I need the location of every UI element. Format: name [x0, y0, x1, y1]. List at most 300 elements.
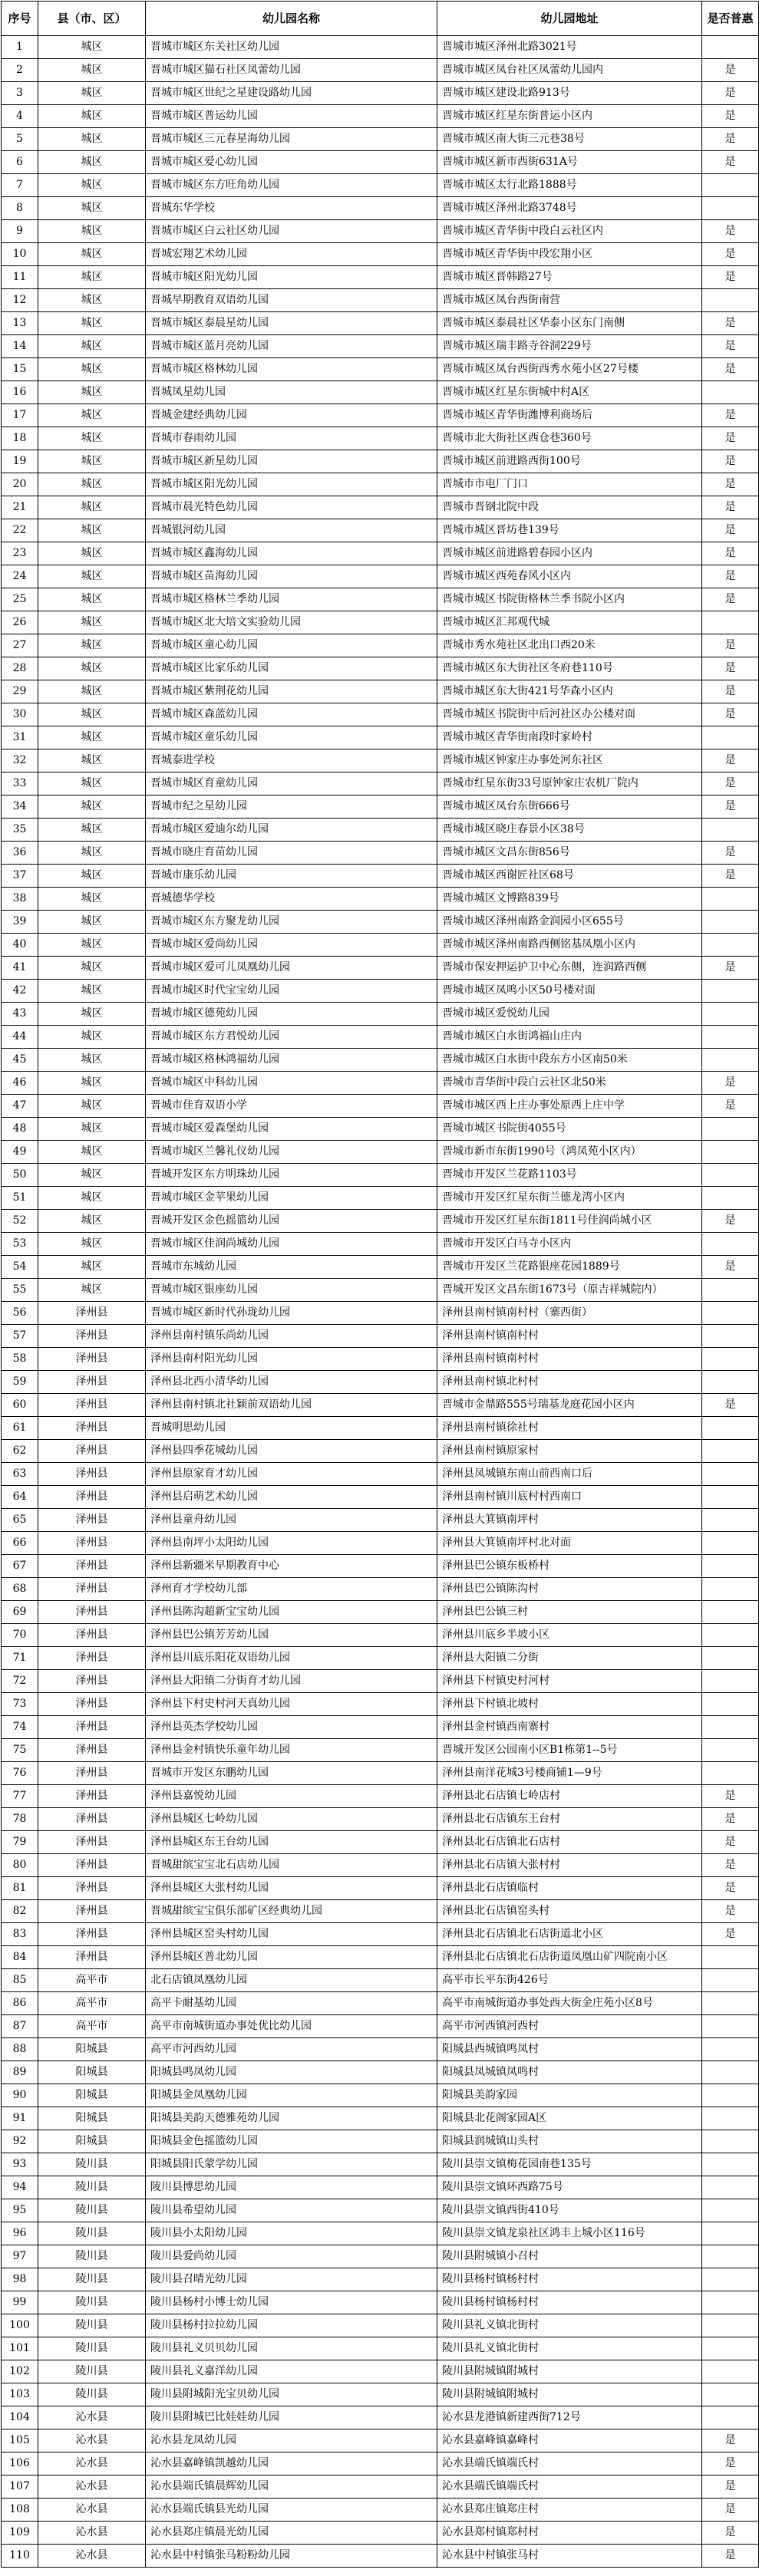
row-kindergarten-name: 泽州县城区七岭幼儿园 [146, 1808, 437, 1831]
row-inclusive-flag [702, 2107, 759, 2130]
row-kindergarten-name: 晋城市城区蓝月亮幼儿园 [146, 335, 437, 358]
row-county: 陵川县 [38, 2314, 146, 2337]
row-kindergarten-name: 沁水县端氏镇晨辉幼儿园 [146, 2476, 437, 2499]
row-inclusive-flag [702, 2291, 759, 2314]
row-number: 59 [2, 1371, 38, 1394]
row-number: 6 [2, 151, 38, 174]
table-row [2, 496, 759, 519]
row-kindergarten-name: 晋城市城区普运幼儿园 [146, 105, 437, 128]
row-address: 晋城市市电厂门口 [437, 473, 702, 496]
table-row [2, 128, 759, 151]
row-number: 48 [2, 1118, 38, 1141]
row-inclusive-flag [702, 2084, 759, 2107]
row-inclusive-flag [702, 1026, 759, 1049]
table-row [2, 1026, 759, 1049]
row-address: 沁水县龙港镇新建西街712号 [437, 2406, 702, 2429]
row-county: 城区 [38, 59, 146, 82]
row-address: 晋城市城区晋坊巷139号 [437, 519, 702, 542]
row-number: 28 [2, 657, 38, 680]
row-county: 泽州县 [38, 1578, 146, 1601]
row-inclusive-flag: 是 [702, 542, 759, 565]
row-county: 泽州县 [38, 1509, 146, 1532]
row-address: 泽州县北石店镇窑头村 [437, 1900, 702, 1923]
row-address: 泽州县南村镇南村村 [437, 1348, 702, 1371]
row-county: 泽州县 [38, 1325, 146, 1348]
row-kindergarten-name: 晋城德华学校 [146, 888, 437, 911]
row-inclusive-flag: 是 [702, 796, 759, 819]
row-kindergarten-name: 晋城市春雨幼儿园 [146, 427, 437, 450]
row-address: 陵川县崇文镇梅花园南巷135号 [437, 2153, 702, 2176]
row-number: 70 [2, 1624, 38, 1647]
row-number: 54 [2, 1256, 38, 1279]
row-kindergarten-name: 泽州县四季花城幼儿园 [146, 1440, 437, 1463]
table-row [2, 726, 759, 749]
row-address: 晋城市城区东大街社区冬府巷110号 [437, 657, 702, 680]
row-kindergarten-name: 晋城市城区白云社区幼儿园 [146, 220, 437, 243]
row-county: 泽州县 [38, 1624, 146, 1647]
row-inclusive-flag: 是 [702, 151, 759, 174]
row-number: 89 [2, 2061, 38, 2084]
row-inclusive-flag [702, 1716, 759, 1739]
row-kindergarten-name: 沁水县端氏镇县光幼儿园 [146, 2499, 437, 2522]
row-kindergarten-name: 晋城市城区童乐幼儿园 [146, 726, 437, 749]
row-number: 91 [2, 2107, 38, 2130]
row-kindergarten-name: 晋城市城区爱心幼儿园 [146, 151, 437, 174]
row-number: 15 [2, 358, 38, 381]
row-kindergarten-name: 晋城市城区格林幼儿园 [146, 358, 437, 381]
row-kindergarten-name: 陵川县附城阳光宝贝幼儿园 [146, 2383, 437, 2406]
row-address: 沁水县郑庄镇郑庄村 [437, 2499, 702, 2522]
kindergarten-table [1, 1, 759, 2568]
table-row [2, 2291, 759, 2314]
row-number: 41 [2, 957, 38, 980]
row-inclusive-flag [702, 2337, 759, 2360]
row-address: 泽州县下村镇史村河村 [437, 1670, 702, 1693]
row-inclusive-flag [702, 2222, 759, 2245]
table-row [2, 1095, 759, 1118]
row-county: 沁水县 [38, 2499, 146, 2522]
row-county: 城区 [38, 82, 146, 105]
row-county: 城区 [38, 1256, 146, 1279]
row-county: 阳城县 [38, 2084, 146, 2107]
row-kindergarten-name: 泽州县城区大张村幼儿园 [146, 1877, 437, 1900]
table-row [2, 2429, 759, 2452]
row-address: 阳城县凤城镇凤鸣村 [437, 2061, 702, 2084]
row-county: 城区 [38, 36, 146, 59]
row-kindergarten-name: 阳城县金色摇篮幼儿园 [146, 2130, 437, 2153]
row-inclusive-flag: 是 [702, 1785, 759, 1808]
table-row [2, 1348, 759, 1371]
table-row [2, 1555, 759, 1578]
row-inclusive-flag [702, 1509, 759, 1532]
row-number: 10 [2, 243, 38, 266]
header-inclusive: 是否普惠 [702, 2, 759, 36]
row-address: 阳城县润城镇山头村 [437, 2130, 702, 2153]
row-kindergarten-name: 泽州县童舟幼儿园 [146, 1509, 437, 1532]
row-kindergarten-name: 泽州县下村史村河天真幼儿园 [146, 1693, 437, 1716]
table-row [2, 819, 759, 842]
table-row [2, 381, 759, 404]
row-inclusive-flag [702, 1417, 759, 1440]
row-county: 城区 [38, 1210, 146, 1233]
row-inclusive-flag [702, 611, 759, 634]
row-kindergarten-name: 陵川县礼义贝贝幼儿园 [146, 2337, 437, 2360]
row-number: 19 [2, 450, 38, 473]
table-row [2, 2176, 759, 2199]
row-kindergarten-name: 北石店镇凤凰幼儿园 [146, 1969, 437, 1992]
row-inclusive-flag: 是 [702, 2522, 759, 2545]
row-kindergarten-name: 泽州县城区窑头村幼儿园 [146, 1923, 437, 1946]
row-inclusive-flag [702, 1969, 759, 1992]
row-address: 晋城市城区书院街4055号 [437, 1118, 702, 1141]
row-address: 晋城市城区新市西街631A号 [437, 151, 702, 174]
row-county: 泽州县 [38, 1532, 146, 1555]
row-address: 泽州县下村镇北坡村 [437, 1693, 702, 1716]
row-number: 79 [2, 1831, 38, 1854]
row-address: 晋城市新市东街1990号（鸿凤苑小区内） [437, 1141, 702, 1164]
row-county: 城区 [38, 404, 146, 427]
row-kindergarten-name: 晋城明思幼儿园 [146, 1417, 437, 1440]
row-number: 72 [2, 1670, 38, 1693]
row-inclusive-flag [702, 1164, 759, 1187]
row-county: 城区 [38, 358, 146, 381]
row-inclusive-flag: 是 [702, 335, 759, 358]
row-kindergarten-name: 晋城甜缤宝宝北石店幼儿园 [146, 1854, 437, 1877]
row-kindergarten-name: 晋城市城区世纪之星建设路幼儿园 [146, 82, 437, 105]
row-number: 31 [2, 726, 38, 749]
row-county: 泽州县 [38, 1693, 146, 1716]
row-inclusive-flag: 是 [702, 473, 759, 496]
row-number: 17 [2, 404, 38, 427]
table-row [2, 450, 759, 473]
row-address: 晋城市城区书院街中后河社区办公楼对面 [437, 703, 702, 726]
table-row [2, 1440, 759, 1463]
row-county: 陵川县 [38, 2176, 146, 2199]
row-county: 城区 [38, 266, 146, 289]
row-county: 城区 [38, 473, 146, 496]
table-row [2, 1946, 759, 1969]
table-row [2, 404, 759, 427]
row-address: 晋城市晋钢北院中段 [437, 496, 702, 519]
row-county: 沁水县 [38, 2429, 146, 2452]
row-address: 晋城市秀水苑社区北出口西20米 [437, 634, 702, 657]
row-number: 61 [2, 1417, 38, 1440]
row-address: 泽州县大箕镇南坪村北对面 [437, 1532, 702, 1555]
row-address: 晋城市城区红星东街普运小区内 [437, 105, 702, 128]
row-address: 高平市长平东街426号 [437, 1969, 702, 1992]
row-number: 9 [2, 220, 38, 243]
row-inclusive-flag [702, 1762, 759, 1785]
row-kindergarten-name: 泽州育才学校幼儿部 [146, 1578, 437, 1601]
row-county: 城区 [38, 243, 146, 266]
row-inclusive-flag [702, 1486, 759, 1509]
table-row [2, 2107, 759, 2130]
row-county: 泽州县 [38, 1555, 146, 1578]
row-kindergarten-name: 晋城市城区阳光幼儿园 [146, 266, 437, 289]
table-row [2, 1141, 759, 1164]
row-county: 城区 [38, 703, 146, 726]
row-address: 晋城市开发区红星东街1811号佳润尚城小区 [437, 1210, 702, 1233]
row-county: 陵川县 [38, 2222, 146, 2245]
row-kindergarten-name: 沁水县嘉峰镇凯越幼儿园 [146, 2452, 437, 2476]
row-kindergarten-name: 沁水县龙凤幼儿园 [146, 2429, 437, 2452]
row-address: 沁水县端氏镇端氏村 [437, 2452, 702, 2476]
row-number: 62 [2, 1440, 38, 1463]
table-row [2, 197, 759, 220]
row-inclusive-flag [702, 1463, 759, 1486]
row-county: 陵川县 [38, 2199, 146, 2222]
table-row [2, 473, 759, 496]
table-row [2, 151, 759, 174]
row-number: 7 [2, 174, 38, 197]
row-inclusive-flag: 是 [702, 957, 759, 980]
row-kindergarten-name: 晋城市城区紫荆花幼儿园 [146, 680, 437, 703]
row-county: 陵川县 [38, 2291, 146, 2314]
table-row [2, 1210, 759, 1233]
row-number: 96 [2, 2222, 38, 2245]
row-county: 泽州县 [38, 1394, 146, 1417]
table-row [2, 1371, 759, 1394]
row-number: 22 [2, 519, 38, 542]
row-address: 晋城市城区书院街格林兰季书院小区内 [437, 588, 702, 611]
row-number: 80 [2, 1854, 38, 1877]
row-kindergarten-name: 晋城市城区中科幼儿园 [146, 1072, 437, 1095]
row-inclusive-flag: 是 [702, 634, 759, 657]
row-county: 城区 [38, 312, 146, 335]
row-county: 城区 [38, 1095, 146, 1118]
row-county: 泽州县 [38, 1302, 146, 1325]
row-number: 16 [2, 381, 38, 404]
row-address: 晋城市城区泽州南路西侧铭基凤凰小区内 [437, 934, 702, 957]
row-inclusive-flag: 是 [702, 842, 759, 865]
row-kindergarten-name: 泽州县陈沟超新宝宝幼儿园 [146, 1601, 437, 1624]
row-kindergarten-name: 高平市河西幼儿园 [146, 2038, 437, 2061]
row-kindergarten-name: 晋城市城区爱迪尔幼儿园 [146, 819, 437, 842]
row-county: 城区 [38, 220, 146, 243]
row-address: 晋城开发区公园南小区B1栋第1--5号 [437, 1739, 702, 1762]
header-no: 序号 [2, 2, 38, 36]
row-kindergarten-name: 泽州县川底乐阳花双语幼儿园 [146, 1647, 437, 1670]
row-inclusive-flag: 是 [702, 1210, 759, 1233]
row-address: 陵川县附城镇附城村 [437, 2383, 702, 2406]
table-row [2, 680, 759, 703]
row-inclusive-flag: 是 [702, 865, 759, 888]
table-row [2, 289, 759, 312]
row-county: 城区 [38, 1072, 146, 1095]
table-row [2, 2383, 759, 2406]
row-county: 城区 [38, 1233, 146, 1256]
row-kindergarten-name: 晋城宏翔艺术幼儿园 [146, 243, 437, 266]
row-county: 泽州县 [38, 1785, 146, 1808]
table-row [2, 2268, 759, 2291]
row-kindergarten-name: 晋城市城区格林兰季幼儿园 [146, 588, 437, 611]
row-county: 泽州县 [38, 1716, 146, 1739]
row-county: 泽州县 [38, 1831, 146, 1854]
row-inclusive-flag [702, 1279, 759, 1302]
row-county: 城区 [38, 796, 146, 819]
row-inclusive-flag: 是 [702, 772, 759, 796]
row-inclusive-flag: 是 [702, 519, 759, 542]
row-address: 晋城市开发区兰花路银座花园1889号 [437, 1256, 702, 1279]
row-number: 68 [2, 1578, 38, 1601]
row-kindergarten-name: 晋城市城区东方聚龙幼儿园 [146, 911, 437, 934]
table-row [2, 1785, 759, 1808]
table-row [2, 1532, 759, 1555]
row-county: 陵川县 [38, 2245, 146, 2268]
table-row [2, 1992, 759, 2015]
row-county: 沁水县 [38, 2452, 146, 2476]
row-number: 51 [2, 1187, 38, 1210]
row-number: 20 [2, 473, 38, 496]
row-county: 阳城县 [38, 2038, 146, 2061]
row-kindergarten-name: 晋城市城区育童幼儿园 [146, 772, 437, 796]
row-inclusive-flag: 是 [702, 2476, 759, 2499]
row-inclusive-flag [702, 2199, 759, 2222]
row-address: 泽州县金村镇西南寨村 [437, 1716, 702, 1739]
row-county: 高平市 [38, 1992, 146, 2015]
row-inclusive-flag [702, 197, 759, 220]
row-kindergarten-name: 陵川县博思幼儿园 [146, 2176, 437, 2199]
row-county: 泽州县 [38, 1877, 146, 1900]
row-number: 88 [2, 2038, 38, 2061]
row-county: 泽州县 [38, 1371, 146, 1394]
row-county: 泽州县 [38, 1486, 146, 1509]
table-body [2, 36, 759, 2568]
table-row [2, 1325, 759, 1348]
row-number: 8 [2, 197, 38, 220]
row-kindergarten-name: 晋城市晓庄育苗幼儿园 [146, 842, 437, 865]
table-row [2, 1693, 759, 1716]
row-county: 泽州县 [38, 1670, 146, 1693]
row-number: 77 [2, 1785, 38, 1808]
header-county: 县（市、区） [38, 2, 146, 36]
table-row [2, 2199, 759, 2222]
row-kindergarten-name: 晋城早期教育双语幼儿园 [146, 289, 437, 312]
row-inclusive-flag [702, 2130, 759, 2153]
table-row [2, 1279, 759, 1302]
row-inclusive-flag [702, 1049, 759, 1072]
row-kindergarten-name: 晋城金建经典幼儿园 [146, 404, 437, 427]
row-number: 84 [2, 1946, 38, 1969]
row-address: 泽州县北石店镇东王台村 [437, 1808, 702, 1831]
row-address: 陵川县杨村镇杨村村 [437, 2291, 702, 2314]
row-inclusive-flag: 是 [702, 1877, 759, 1900]
table-row [2, 2222, 759, 2245]
row-inclusive-flag: 是 [702, 680, 759, 703]
row-kindergarten-name: 泽州县城区东王台幼儿园 [146, 1831, 437, 1854]
row-address: 泽州县南村镇北村村 [437, 1371, 702, 1394]
row-number: 103 [2, 2383, 38, 2406]
table-row [2, 911, 759, 934]
row-county: 城区 [38, 1118, 146, 1141]
row-kindergarten-name: 晋城市城区金苹果幼儿园 [146, 1187, 437, 1210]
row-county: 城区 [38, 934, 146, 957]
row-inclusive-flag [702, 1325, 759, 1348]
row-kindergarten-name: 晋城市城区爱可儿凤凰幼儿园 [146, 957, 437, 980]
row-county: 城区 [38, 1003, 146, 1026]
row-inclusive-flag: 是 [702, 427, 759, 450]
row-kindergarten-name: 晋城市城区新星幼儿园 [146, 450, 437, 473]
row-address: 晋城市城区青华街潍博利商场后 [437, 404, 702, 427]
row-kindergarten-name: 晋城市城区比家乐幼儿园 [146, 657, 437, 680]
row-kindergarten-name: 沁水县郑庄镇晨光幼儿园 [146, 2522, 437, 2545]
table-row [2, 1670, 759, 1693]
row-address: 泽州县南村镇川底村村西南口 [437, 1486, 702, 1509]
row-kindergarten-name: 晋城市城区苗海幼儿园 [146, 565, 437, 588]
row-number: 75 [2, 1739, 38, 1762]
table-row [2, 1394, 759, 1417]
row-county: 城区 [38, 888, 146, 911]
table-row [2, 1969, 759, 1992]
table-row [2, 1302, 759, 1325]
row-kindergarten-name: 晋城市城区泰晨星幼儿园 [146, 312, 437, 335]
row-county: 城区 [38, 749, 146, 772]
row-address: 泽州县北石店镇七岭店村 [437, 1785, 702, 1808]
table-row [2, 427, 759, 450]
row-number: 42 [2, 980, 38, 1003]
row-county: 城区 [38, 519, 146, 542]
row-county: 城区 [38, 1164, 146, 1187]
table-row [2, 565, 759, 588]
row-number: 5 [2, 128, 38, 151]
row-inclusive-flag: 是 [702, 2545, 759, 2568]
row-inclusive-flag: 是 [702, 2429, 759, 2452]
row-address: 晋城市城区西上庄办事处原西上庄中学 [437, 1095, 702, 1118]
row-address: 晋城市城区太行北路1888号 [437, 174, 702, 197]
row-address: 晋城市城区泽州北路3021号 [437, 36, 702, 59]
row-kindergarten-name: 晋城市城区阳光幼儿园 [146, 473, 437, 496]
row-number: 33 [2, 772, 38, 796]
table-row [2, 1509, 759, 1532]
row-kindergarten-name: 陵川县爱尚幼儿园 [146, 2245, 437, 2268]
table-row [2, 2245, 759, 2268]
row-inclusive-flag [702, 2038, 759, 2061]
row-kindergarten-name: 晋城市城区东方君悦幼儿园 [146, 1026, 437, 1049]
row-address: 晋城开发区文昌东街1673号（原吉祥城院内） [437, 1279, 702, 1302]
row-number: 49 [2, 1141, 38, 1164]
row-address: 泽州县巴公镇三村 [437, 1601, 702, 1624]
row-address: 陵川县崇文镇西街410号 [437, 2199, 702, 2222]
row-kindergarten-name: 晋城市城区银座幼儿园 [146, 1279, 437, 1302]
row-number: 2 [2, 59, 38, 82]
row-number: 95 [2, 2199, 38, 2222]
row-county: 城区 [38, 772, 146, 796]
row-kindergarten-name: 晋城市晨光特色幼儿园 [146, 496, 437, 519]
row-inclusive-flag [702, 2314, 759, 2337]
row-inclusive-flag: 是 [702, 749, 759, 772]
row-inclusive-flag [702, 1578, 759, 1601]
row-kindergarten-name: 晋城市城区鑫海幼儿园 [146, 542, 437, 565]
table-row [2, 2153, 759, 2176]
row-county: 城区 [38, 151, 146, 174]
row-inclusive-flag [702, 1141, 759, 1164]
table-row [2, 1417, 759, 1440]
row-inclusive-flag [702, 2153, 759, 2176]
row-kindergarten-name: 晋城东华学校 [146, 197, 437, 220]
row-number: 37 [2, 865, 38, 888]
row-number: 102 [2, 2360, 38, 2383]
row-county: 城区 [38, 174, 146, 197]
row-kindergarten-name: 晋城市城区时代宝宝幼儿园 [146, 980, 437, 1003]
table-row [2, 1164, 759, 1187]
row-inclusive-flag: 是 [702, 1831, 759, 1854]
row-address: 泽州县大箕镇南坪村 [437, 1509, 702, 1532]
row-number: 92 [2, 2130, 38, 2153]
row-kindergarten-name: 晋城市康乐幼儿园 [146, 865, 437, 888]
table-row [2, 1233, 759, 1256]
row-number: 106 [2, 2452, 38, 2476]
row-number: 26 [2, 611, 38, 634]
